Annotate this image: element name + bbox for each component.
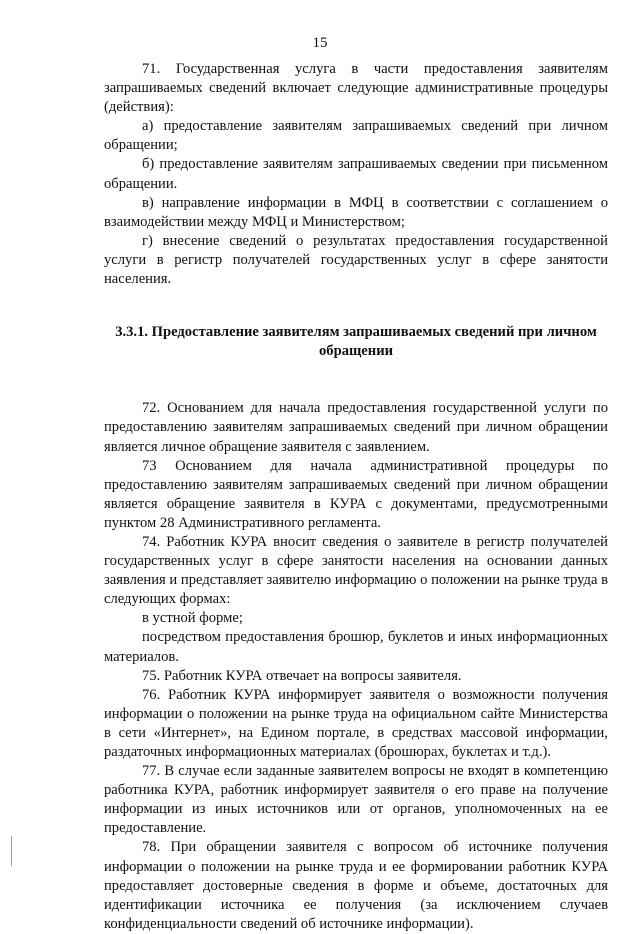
section-heading: 3.3.1. Предоставление заявителям запрашиваемых сведений при личном обращении [115, 324, 597, 360]
scan-margin-mark [11, 836, 12, 866]
paragraph-78: 78. При обращении заявителя с вопросом об источнике получения информации о положении на рынке труда и ее формировании работник КУРА предоставляет достоверные сведения в форме и объеме, достаточных для идентификации источника ее получения (за исключением случаев конфиденциальности сведений об источнике информации). [104, 839, 608, 932]
paragraph-71-item-c: в) направление информации в МФЦ в соответствии с соглашением о взаимодействии между МФЦ и Министерством; [104, 194, 608, 230]
paragraph-74-form-materials: посредством предоставления брошюр, буклетов и иных информационных материалов. [104, 629, 608, 665]
paragraph-73: 73 Основанием для начала административной процедуры по предоставлению заявителям запрашиваемых сведений при личном обращении является обращение заявителя в КУРА с документами, предусмотренными пунктом 28 Административного регламента. [104, 457, 608, 531]
paragraph-75: 75. Работник КУРА отвечает на вопросы заявителя. [142, 667, 462, 684]
document-body [104, 60, 608, 934]
paragraph-71-item-a: а) предоставление заявителям запрашиваемых сведений при личном обращении; [104, 118, 608, 154]
paragraph-74: 74. Работник КУРА вносит сведения о заявителе в регистр получателей государственных услуг в сфере занятости населения на основании данных заявления и представляет заявителю информацию о положении на рынке труда в следующих формах: [104, 533, 608, 608]
paragraph-71: 71. Государственная услуга в части предоставления заявителям запрашиваемых сведений включает следующие административные процедуры (действия): [104, 61, 608, 116]
page-number: 15 [312, 35, 328, 51]
paragraph-74-form-oral: в устной форме; [142, 610, 243, 627]
paragraph-76: 76. Работник КУРА информирует заявителя о возможности получения информации о положении на рынке труда на официальном сайте Министерства в сети «Интернет», на Едином портале, в средствах массовой информации, раздаточных информационных материалах (брошюрах, буклетах и т.д.). [104, 686, 608, 760]
paragraph-72: 72. Основанием для начала предоставления государственной услуги по предоставлению заявителям запрашиваемых сведений при личном обращении является личное обращение заявителя с заявлением. [104, 400, 608, 455]
paragraph-71-item-b: б) предоставление заявителям запрашиваемых сведении при письменном обращении. [104, 156, 608, 192]
paragraph-77: 77. В случае если заданные заявителем вопросы не входят в компетенцию работника КУРА, работник информирует заявителя о его праве на получение информации из иных источников или от органов, уполномоченных на ее предоставление. [104, 763, 608, 837]
paragraph-71-item-d: г) внесение сведений о результатах предоставления государственной услуги в регистр получателей государственных услуг в сфере занятости населения. [104, 232, 608, 288]
